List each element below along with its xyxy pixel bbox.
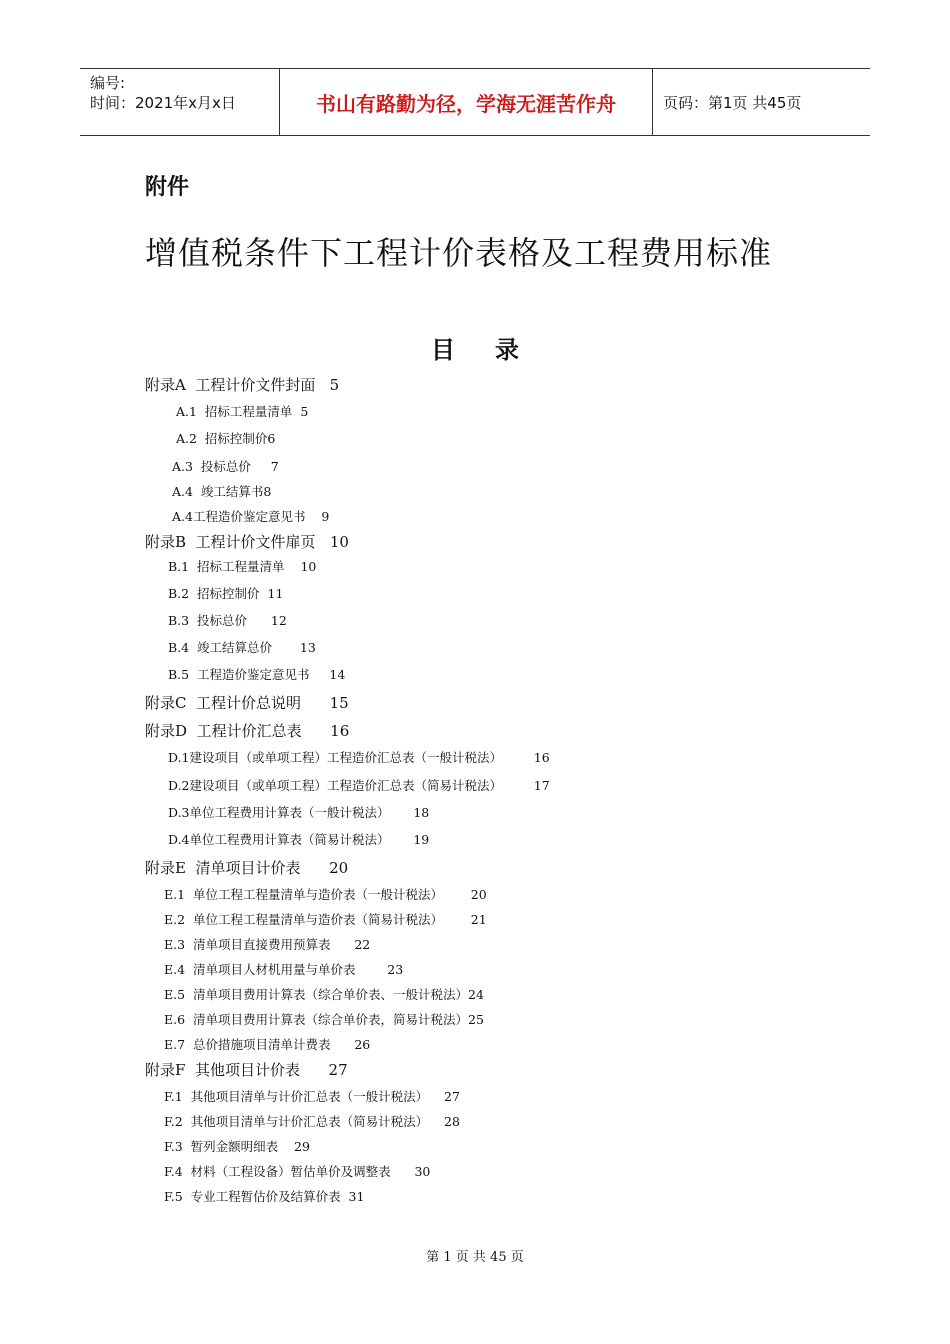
- toc-entry[interactable]: F.2 其他项目清单与计价汇总表（简易计税法） 28: [164, 1114, 460, 1129]
- toc-entry[interactable]: 附录E 清单项目计价表 20: [145, 859, 349, 877]
- toc-entry[interactable]: B.2 招标控制价 11: [168, 586, 284, 601]
- toc-entry[interactable]: E.5 清单项目费用计算表（综合单价表、一般计税法）24: [164, 987, 484, 1002]
- toc-entry[interactable]: A.4 竣工结算书8: [172, 484, 272, 499]
- header-meta: [80, 69, 280, 135]
- toc-entry[interactable]: A.2 招标控制价6: [176, 431, 276, 446]
- toc-entry[interactable]: F.4 材料（工程设备）暂估单价及调整表 30: [164, 1164, 431, 1179]
- toc-entry[interactable]: 附录B 工程计价文件扉页 10: [145, 533, 349, 551]
- toc-entry[interactable]: E.2 单位工程工程量清单与造价表（简易计税法） 21: [164, 912, 487, 927]
- toc-entry[interactable]: B.3 投标总价 12: [168, 613, 287, 628]
- time-label: 时间：2021年x月x日: [90, 94, 236, 112]
- toc-entry[interactable]: D.4单位工程费用计算表（简易计税法） 19: [168, 832, 430, 847]
- toc-entry[interactable]: 附录F 其他项目计价表 27: [145, 1061, 348, 1079]
- document-title: 增值税条件下工程计价表格及工程费用标准: [145, 234, 773, 272]
- toc-entry[interactable]: A.1 招标工程量清单 5: [176, 404, 309, 419]
- toc-entry[interactable]: B.5 工程造价鉴定意见书 14: [168, 667, 346, 682]
- toc-entry[interactable]: A.3 投标总价 7: [172, 459, 279, 474]
- toc-entry[interactable]: E.7 总价措施项目清单计费表 26: [164, 1037, 371, 1052]
- toc-entry[interactable]: E.3 清单项目直接费用预算表 22: [164, 937, 371, 952]
- toc-entry[interactable]: F.3 暂列金额明细表 29: [164, 1139, 310, 1154]
- toc-entry[interactable]: D.3单位工程费用计算表（一般计税法） 18: [168, 805, 430, 820]
- toc-entry[interactable]: 附录A 工程计价文件封面 5: [145, 376, 340, 394]
- page-header: [80, 68, 870, 136]
- header-page-info: 页码：第1页 共45页: [663, 93, 802, 112]
- attachment-label: 附件: [145, 175, 190, 200]
- toc-entry[interactable]: B.4 竣工结算总价 13: [168, 640, 316, 655]
- toc-entry[interactable]: 附录C 工程计价总说明 15: [145, 694, 349, 712]
- toc-entry[interactable]: D.2建设项目（或单项工程）工程造价汇总表（简易计税法） 17: [168, 778, 550, 793]
- toc-title: 目录: [431, 336, 559, 364]
- toc-entry[interactable]: E.6 清单项目费用计算表（综合单价表，简易计税法）25: [164, 1012, 484, 1027]
- toc-entry[interactable]: 附录D 工程计价汇总表 16: [145, 722, 350, 740]
- toc-entry[interactable]: E.4 清单项目人材机用量与单价表 23: [164, 962, 404, 977]
- toc-entry[interactable]: D.1建设项目（或单项工程）工程造价汇总表（一般计税法） 16: [168, 750, 550, 765]
- page-footer: 第 1 页 共 45 页: [426, 1250, 524, 1265]
- toc-entry[interactable]: B.1 招标工程量清单 10: [168, 559, 317, 574]
- toc-entry[interactable]: F.5 专业工程暂估价及结算价表 31: [164, 1189, 365, 1204]
- toc-entry[interactable]: F.1 其他项目清单与计价汇总表（一般计税法） 27: [164, 1089, 460, 1104]
- toc-entry[interactable]: A.4工程造价鉴定意见书 9: [172, 509, 330, 524]
- toc-entry[interactable]: E.1 单位工程工程量清单与造价表（一般计税法） 20: [164, 887, 487, 902]
- header-motto: 书山有路勤为径，学海无涯苦作舟: [280, 69, 653, 135]
- number-label: 编号:: [90, 74, 126, 92]
